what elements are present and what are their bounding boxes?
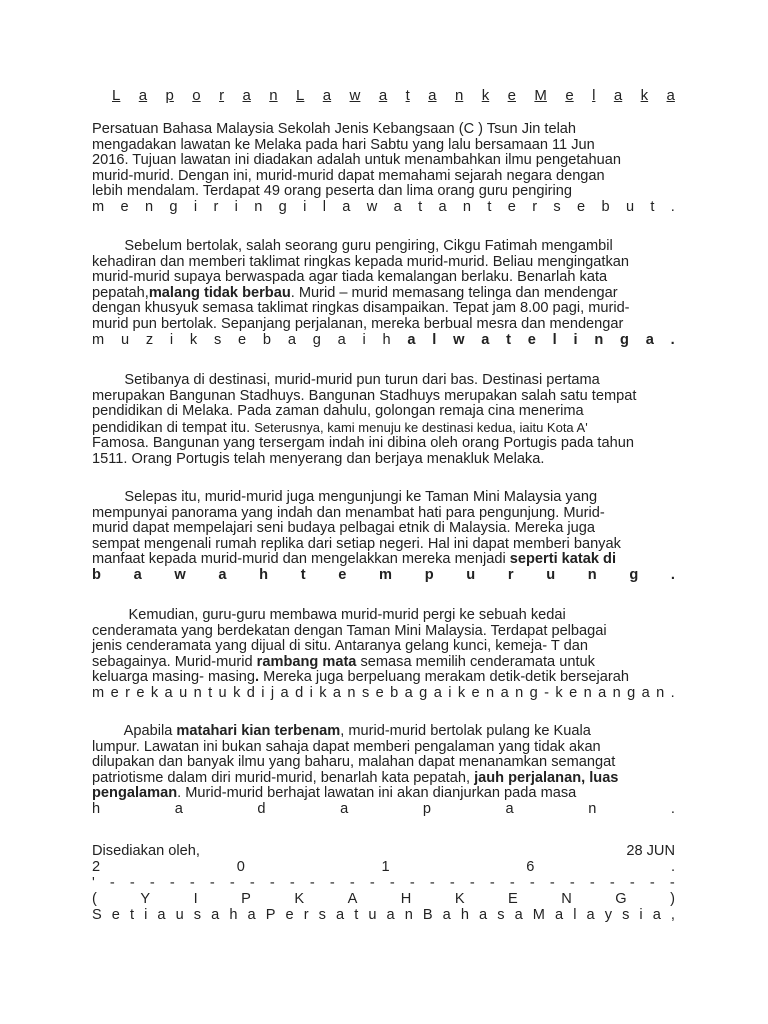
p2-line-4: pepatah,malang tidak berbau. Murid – murid memasang telinga dan mendengar	[92, 284, 618, 301]
p2-line-5: dengan khusyuk semasa taklimat ringkas disampaikan. Tepat jam 8.00 pagi, murid-	[92, 300, 630, 317]
signature-line: ' - - - - - - - - - - - - - - - - - - - - - - - - - - - - -	[92, 875, 675, 891]
p4-line-4: sempat mengenali rumah replika dari setiap negeri. Hal ini dapat memberi banyak	[92, 535, 621, 552]
p1-line-4: murid-murid. Dengan ini, murid-murid dapat memahami sejarah negara dengan	[92, 167, 605, 184]
p5-line-3: jenis cenderamata yang dijual di situ. Antaranya gelang kunci, kemeja- T dan	[92, 638, 588, 655]
p3-line-4: pendidikan di tempat itu. Seterusnya, kami menuju ke destinasi kedua, iaitu Kota A'	[92, 419, 588, 436]
paragraph-6	[92, 724, 675, 818]
p6-line-1: Apabila matahari kian terbenam, murid-murid bertolak pulang ke Kuala	[92, 723, 591, 739]
p2-line-6: murid pun bertolak. Sepanjang perjalanan, mereka berbual mesra dan mendengar	[92, 315, 624, 332]
p2-line-1: Sebelum bertolak, salah seorang guru pengiring, Cikgu Fatimah mengambil	[92, 238, 613, 254]
report-title: L a p o r a n L a w a t a n k e M e l a k a	[112, 87, 675, 104]
p4-line-2: mempunyai panorama yang indah dan menambat hati para pengunjung. Murid-	[92, 504, 605, 521]
p5-line-2: cenderamata yang berdekatan dengan Taman Mini Malaysia. Terdapat pelbagai	[92, 622, 607, 639]
p1-line-5: lebih mendalam. Terdapat 49 orang peserta dan lima orang guru pengiring	[92, 183, 573, 200]
paragraph-1	[92, 122, 675, 216]
p4-line-1: Selepas itu, murid-murid juga mengunjungi ke Taman Mini Malaysia yang	[92, 489, 598, 505]
p1-line-1: Persatuan Bahasa Malaysia Sekolah Jenis Kebangsaan (C ) Tsun Jin telah	[92, 121, 577, 137]
p3-line-5: Famosa. Bangunan yang tersergam indah ini dibina oleh orang Portugis pada tahun	[92, 435, 634, 452]
p3-line-3: pendidikan di Melaka. Pada zaman dahulu, golongan remaja cina menerima	[92, 403, 584, 420]
paragraph-2	[92, 239, 675, 348]
p2-line-7: m u z i k s e b a g a i h a l w a t e l i n g a .	[92, 331, 675, 348]
p1-line-2: mengadakan lawatan ke Melaka pada hari Sabtu yang lalu bersamaan 11 Jun	[92, 136, 595, 153]
prepared-by: Disediakan oleh,	[92, 843, 200, 859]
p4-line-5: manfaat kepada murid-murid dan mengelakkan mereka menjadi seperti katak di	[92, 551, 617, 568]
p2-line-3: murid-murid supaya berwaspada agar tiada kemalangan berlaku. Benarlah kata	[92, 269, 608, 286]
p4-line-6: b a w a h t e m p u r u n g .	[92, 566, 675, 583]
idiom-jauh-perjalanan: jauh perjalanan, luas	[474, 769, 619, 786]
date-day-month: 28 JUN	[626, 843, 675, 859]
p6-line-5: pengalaman. Murid-murid berhajat lawatan ini akan dianjurkan pada masa	[92, 785, 577, 802]
p3-line-1: Setibanya di destinasi, murid-murid pun turun dari bas. Destinasi pertama	[92, 372, 600, 388]
paragraph-3	[92, 373, 675, 468]
signatory-name: ( Y I P K A H K E N G )	[92, 891, 675, 907]
p5-line-5: keluarga masing- masing. Mereka juga berpeluang merakam detik-detik bersejarah	[92, 669, 630, 686]
date-year: 2 0 1 6 .	[92, 859, 675, 875]
p3-line-2: merupakan Bangunan Stadhuys. Bangunan Stadhuys merupakan salah satu tempat	[92, 387, 637, 404]
p5-line-4: sebagainya. Murid-murid rambang mata semasa memilih cenderamata untuk	[92, 653, 595, 670]
p5-line-6: m e r e k a u n t u k d i j a d i k a n s e b a g a i k e n a n g - k e n a n g a n .	[92, 684, 675, 701]
idiom-rambang-mata: rambang mata	[256, 653, 357, 670]
p6-line-2: lumpur. Lawatan ini bukan sahaja dapat memberi pengalaman yang tidak akan	[92, 738, 601, 755]
prepared-row	[92, 843, 675, 859]
p1-line-3: 2016. Tujuan lawatan ini diadakan adalah untuk menambahkan ilmu pengetahuan	[92, 152, 622, 169]
idiom-malang-tidak-berbau: malang tidak berbau	[148, 284, 291, 301]
p6-line-3: dilupakan dan banyak ilmu yang baharu, malahan dapat menanamkan semangat	[92, 754, 616, 771]
p5-line-1: Kemudian, guru-guru membawa murid-murid pergi ke sebuah kedai	[92, 607, 566, 623]
p3-line-6: 1511. Orang Portugis telah menyerang dan berjaya menakluk Melaka.	[92, 450, 545, 467]
p4-line-3: murid dapat mempelajari seni budaya pelbagai etnik di Malaysia. Mereka juga	[92, 520, 595, 537]
idiom-matahari-kian-terbenam: matahari kian terbenam	[176, 723, 341, 739]
p6-line-4: patriotisme dalam diri murid-murid, benarlah kata pepatah, jauh perjalanan, luas	[92, 769, 619, 786]
p1-line-6: m e n g i r i n g i l a w a t a n t e r s e b u t .	[92, 198, 675, 215]
signatory-position: S e t i a u s a h a P e r s a t u a n B a h a s a M a l a y s i a ,	[92, 907, 675, 923]
p2-line-2: kehadiran dan memberi taklimat ringkas kepada murid-murid. Beliau mengingatkan	[92, 253, 629, 270]
signature-block	[92, 843, 675, 923]
p6-line-6: h a d a p a n .	[92, 800, 675, 817]
paragraph-5	[92, 608, 675, 702]
paragraph-4	[92, 490, 675, 584]
